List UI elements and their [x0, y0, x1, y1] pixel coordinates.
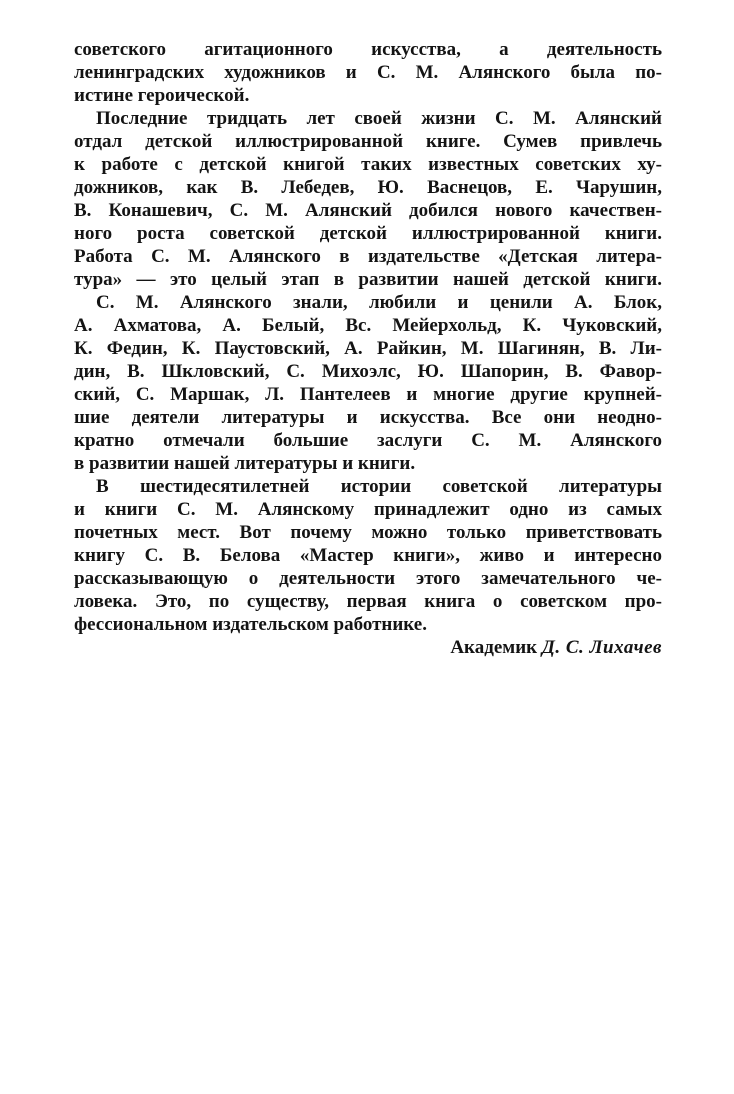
text-line: ловека. Это, по существу, первая книга о советском про-: [74, 591, 662, 612]
text-line: отдал детской иллюстрированной книге. Сумев привлечь: [74, 131, 662, 152]
text-line: рассказывающую о деятельности этого замечательного че-: [74, 568, 662, 589]
text-line: ский, С. Маршак, Л. Пантелеев и многие другие крупней-: [74, 384, 662, 405]
text-line: истине героической.: [74, 85, 250, 106]
text-line: ленинградских художников и С. М. Алянского была по-: [74, 62, 662, 83]
text-line: В. Конашевич, С. М. Алянский добился нового качествен-: [74, 200, 662, 221]
text-line: Работа С. М. Алянского в издательстве «Детская литера-: [74, 246, 662, 267]
text-line: и книги С. М. Алянскому принадлежит одно из самых: [74, 499, 662, 520]
text-line: фессиональном издательском работнике.: [74, 614, 427, 635]
text-line: Последние тридцать лет своей жизни С. М. Алянский: [96, 108, 662, 129]
paragraph-1: [74, 38, 662, 107]
text-line: в развитии нашей литературы и книги.: [74, 453, 416, 474]
text-line: дин, В. Шкловский, С. Михоэлс, Ю. Шапорин, В. Фавор-: [74, 361, 662, 382]
text-line: С. М. Алянского знали, любили и ценили А. Блок,: [96, 292, 662, 313]
text-line: ного роста советской детской иллюстрированной книги.: [74, 223, 662, 244]
paragraph-3: [74, 291, 662, 475]
signature-title: Академик: [450, 637, 538, 658]
text-line: к работе с детской книгой таких известных советских ху-: [74, 154, 662, 175]
document-page: [74, 38, 662, 636]
text-line: кратно отмечали большие заслуги С. М. Алянского: [74, 430, 662, 451]
text-line: шие деятели литературы и искусства. Все они неодно-: [74, 407, 662, 428]
text-line: советского агитационного искусства, а деятельность: [74, 39, 662, 60]
author-signature: [74, 636, 662, 659]
paragraph-2: [74, 107, 662, 291]
text-line: К. Федин, К. Паустовский, А. Райкин, М. Шагинян, В. Ли-: [74, 338, 662, 359]
text-line: дожников, как В. Лебедев, Ю. Васнецов, Е. Чарушин,: [74, 177, 662, 198]
signature-name: Д. С. Лихачев: [541, 637, 662, 658]
text-line: В шестидесятилетней истории советской литературы: [96, 476, 662, 497]
text-line: почетных мест. Вот почему можно только приветствовать: [74, 522, 662, 543]
paragraph-4: [74, 475, 662, 636]
text-line: А. Ахматова, А. Белый, Вс. Мейерхольд, К. Чуковский,: [74, 315, 662, 336]
text-line: тура» — это целый этап в развитии нашей детской книги.: [74, 269, 662, 290]
text-line: книгу С. В. Белова «Мастер книги», живо и интересно: [74, 545, 662, 566]
